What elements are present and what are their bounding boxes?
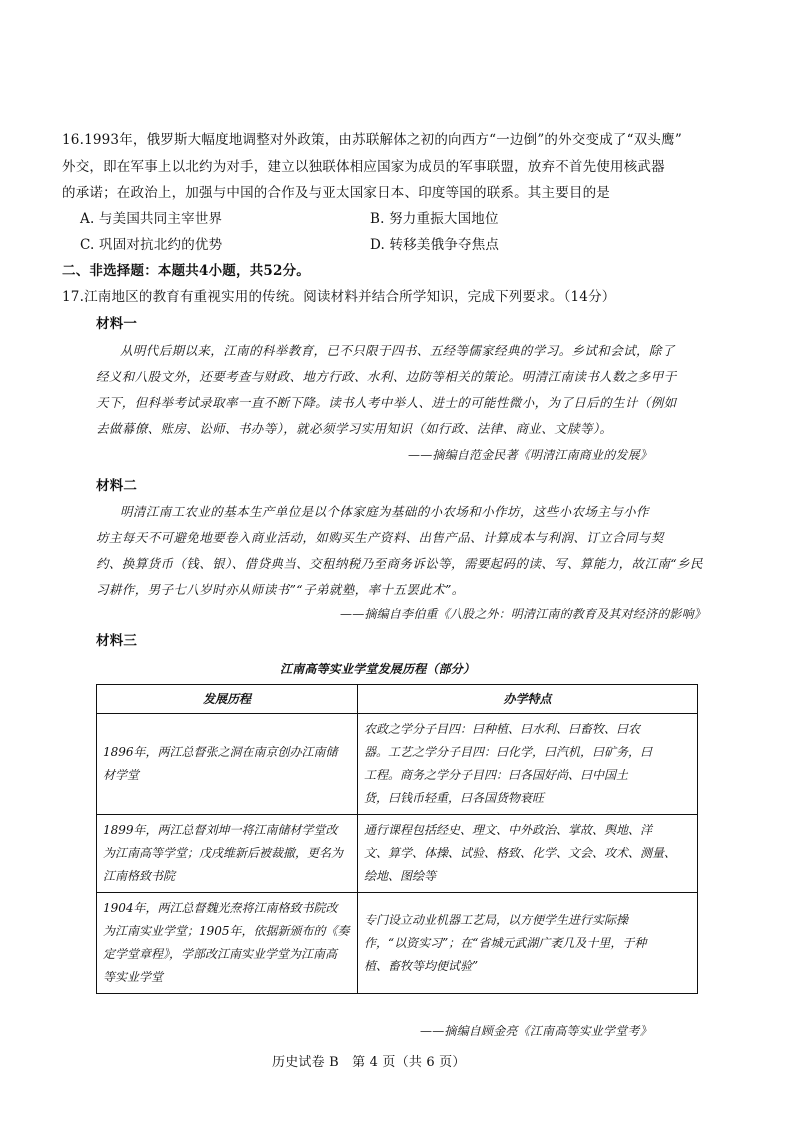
cell-line: 工程。商务之学分子目四：曰各国好尚、曰中国土: [364, 768, 629, 782]
cell-line: 为江南高等学堂；戊戌维新后被裁撤，更名为: [103, 846, 344, 860]
q16-option-b: B. 努力重振大国地位: [370, 211, 499, 227]
table-header-history: 发展历程: [97, 685, 358, 714]
material1-label: 材料一: [96, 316, 138, 332]
q16-stem-line-1: 16.1993年，俄罗斯大幅度地调整对外政策，由苏联解体之初的向西方“一边倒”的外交变成了“双头鹰”: [62, 132, 682, 148]
material2-line-2: 坊主每天不可避免地要卷入商业活动，如购买生产资料、出售产品、计算成本与利润、订立合同与契: [96, 530, 664, 545]
cell-line: 文、算学、体操、试验、格致、化学、文会、攻术、测量、: [364, 846, 677, 860]
q16-option-c: C. 巩固对抗北约的优势: [80, 237, 223, 253]
material2-label: 材料二: [96, 478, 138, 494]
table-cell-history: [97, 815, 358, 893]
material2-line-3: 约、换算货币（钱、银）、借贷典当、交租纳税乃至商务诉讼等，需要起码的读、写、算能力，故江南“乡民: [96, 556, 703, 571]
table-header-row: [97, 685, 698, 714]
table-cell-features: [358, 893, 698, 994]
cell-line: 货，曰钱币轻重，曰各国货物衰旺: [364, 791, 545, 805]
q16-option-a: A. 与美国共同主宰世界: [80, 211, 223, 227]
cell-line: 作，“以资实习”；在“省城元武湖广袤几及十里，于种: [364, 935, 647, 950]
material1-line-3: 天下，但科举考试录取率一直不断下降。读书人考中举人、进士的可能性微小，为了日后的生计（例如: [96, 395, 677, 410]
table-row: [97, 714, 698, 815]
material1-line-2: 经义和八股文外，还要考查与财政、地方行政、水利、边防等相关的策论。明清江南读书人数之多甲于: [96, 369, 677, 384]
page-footer: 历史试卷 B 第 4 页（共 6 页）: [272, 1055, 466, 1070]
q17-stem: 17.江南地区的教育有重视实用的传统。阅读材料并结合所学知识，完成下列要求。（14分）: [62, 289, 616, 305]
q16-option-d: D. 转移美俄争夺焦点: [370, 237, 500, 253]
cell-line: 江南格致书院: [103, 869, 176, 883]
table-cell-features: [358, 714, 698, 815]
table-cell-history: [97, 893, 358, 994]
cell-line: 绘地、图绘等: [364, 869, 437, 883]
cell-line: 1896年，两江总督张之洞在南京创办江南储: [103, 745, 338, 759]
table-row: [97, 815, 698, 893]
material3-table: [96, 684, 698, 994]
cell-line: 1904年，两江总督魏光焘将江南格致书院改: [103, 901, 338, 915]
material3-label: 材料三: [96, 633, 138, 649]
material1-line-1: 从明代后期以来，江南的科举教育，已不只限于四书、五经等儒家经典的学习。乡试和会试，除了: [120, 343, 675, 358]
material2-line-4: 习耕作，男子七八岁时亦从师读书”“子弟就塾，率十五罢此术”。: [96, 582, 465, 597]
cell-line: 专门设立动业机器工艺局，以方便学生进行实际操: [364, 912, 629, 927]
material2-line-1: 明清江南工农业的基本生产单位是以个体家庭为基础的小农场和小作坊，这些小农场主与小作: [120, 504, 649, 519]
cell-line: 通行课程包括经史、理文、中外政治、掌故、舆地、洋: [364, 823, 653, 837]
cell-line: 为江南实业学堂；1905年，依据新颁布的《奏: [103, 924, 350, 938]
q16-stem-line-2: 外交，即在军事上以北约为对手，建立以独联体相应国家为成员的军事联盟，放弃不首先使用核武器: [62, 159, 665, 175]
cell-line: 植、畜牧等均便试验”: [364, 958, 479, 973]
cell-line: 器。工艺之学分子目四：曰化学，曰汽机，曰矿务，曰: [364, 745, 653, 759]
material1-line-4: 去做幕僚、账房、讼师、书办等），就必须学习实用知识（如行政、法律、商业、文牍等）。: [96, 421, 613, 436]
material1-source: ——摘编自范金民著《明清江南商业的发展》: [408, 448, 653, 462]
table-cell-features: [358, 815, 698, 893]
table-row: [97, 893, 698, 994]
q16-stem-line-3: 的承诺；在政治上，加强与中国的合作及与亚太国家日本、印度等国的联系。其主要目的是: [62, 185, 610, 201]
cell-line: 等实业学堂: [103, 970, 164, 984]
material2-source: ——摘编自李伯重《八股之外：明清江南的教育及其对经济的影响》: [340, 607, 707, 621]
section-heading: 二、非选择题：本题共4小题，共52分。: [62, 263, 310, 279]
cell-line: 定学堂章程》，学部改江南实业学堂为江南高: [103, 947, 338, 961]
cell-line: 材学堂: [103, 768, 140, 782]
cell-line: 1899年，两江总督刘坤一将江南储材学堂改: [103, 823, 338, 837]
material3-source: ——摘编自顾金亮《江南高等实业学堂考》: [420, 1024, 652, 1038]
table-cell-history: [97, 714, 358, 815]
table-header-features: 办学特点: [358, 685, 698, 714]
table-title: 江南高等实业学堂发展历程（部分）: [280, 662, 476, 676]
cell-line: 农政之学分子目四：曰种植、曰水利、曰畜牧、曰农: [364, 722, 641, 736]
